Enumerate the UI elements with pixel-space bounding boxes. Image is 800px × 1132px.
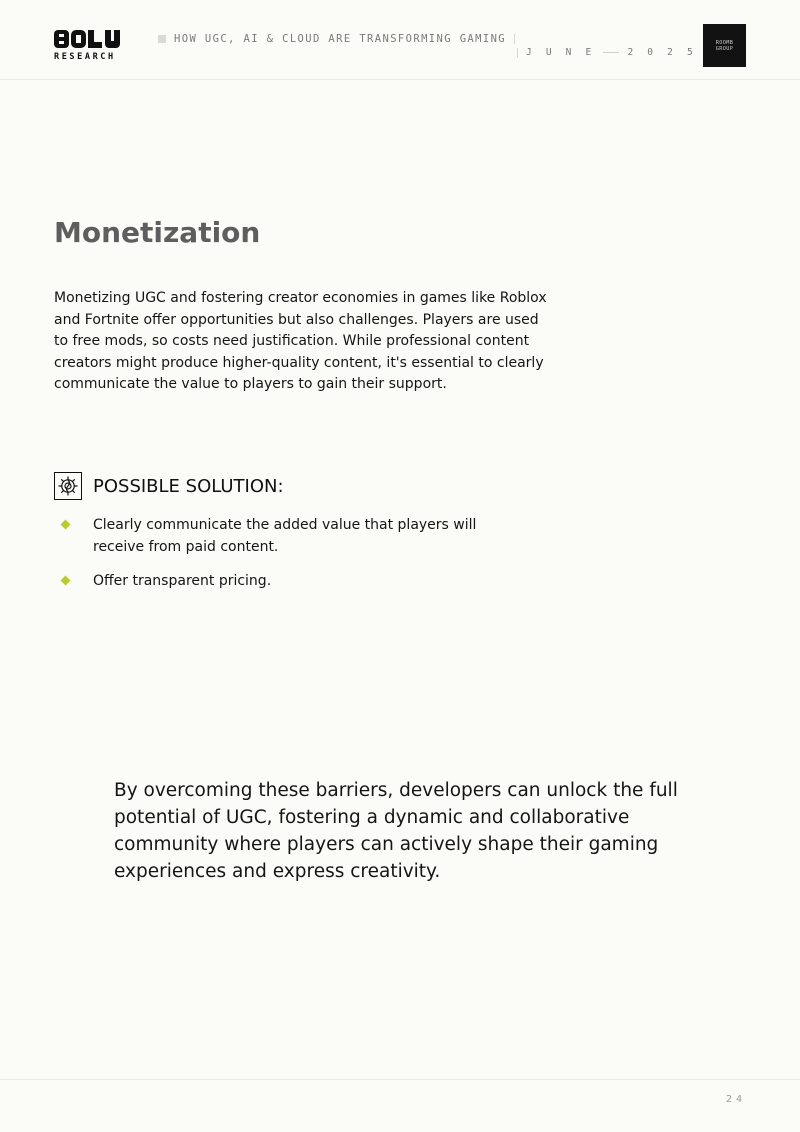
dash-divider: [603, 52, 619, 53]
date-year: 2 0 2 5: [627, 47, 697, 58]
document-title: [158, 33, 515, 45]
solution-header: [54, 472, 284, 500]
solution-list: [62, 515, 522, 606]
solution-label: POSSIBLE SOLUTION:: [93, 475, 284, 497]
page-header: [0, 0, 800, 80]
brand-box-line2: GROUP: [715, 45, 734, 52]
page-footer: [0, 1079, 800, 1132]
closing-statement: By overcoming these barriers, developers can unlock the full potential of UGC, fostering a dynamic and collaborative community where players can actively shape their gaming experiences and express creativity.: [114, 780, 678, 882]
square-icon: [158, 35, 166, 43]
date-month: J U N E: [526, 47, 596, 58]
list-item: [62, 571, 522, 593]
gear-icon: [54, 472, 82, 500]
brand-logo-box: [703, 24, 746, 67]
bolu-logo-wordmark: [54, 30, 122, 48]
document-title-text: HOW UGC, AI & CLOUD ARE TRANSFORMING GAMING: [174, 33, 507, 45]
list-item-text: Offer transparent pricing.: [93, 573, 272, 589]
section-paragraph: Monetizing UGC and fostering creator economies in games like Roblox and Fortnite offer opportunities but also challenges. Players are used to free mods, so costs need justification. While professional content creators might produce higher-quality content, it's essential to clearly communicate the value to players to gain their support.: [54, 290, 547, 392]
section-title: Monetization: [54, 216, 261, 249]
logo-subtext: RESEARCH: [54, 52, 116, 62]
diamond-bullet-icon: [61, 520, 71, 530]
diamond-bullet-icon: [61, 576, 71, 586]
document-date: [517, 47, 713, 58]
brand-box-line1: ROOMB: [715, 39, 734, 46]
page-number: 24: [725, 1094, 746, 1105]
bolu-logo: [54, 30, 122, 62]
divider: [517, 48, 518, 58]
list-item: [62, 515, 522, 558]
divider: [514, 34, 515, 44]
list-item-text: Clearly communicate the added value that players will receive from paid content.: [93, 517, 477, 555]
